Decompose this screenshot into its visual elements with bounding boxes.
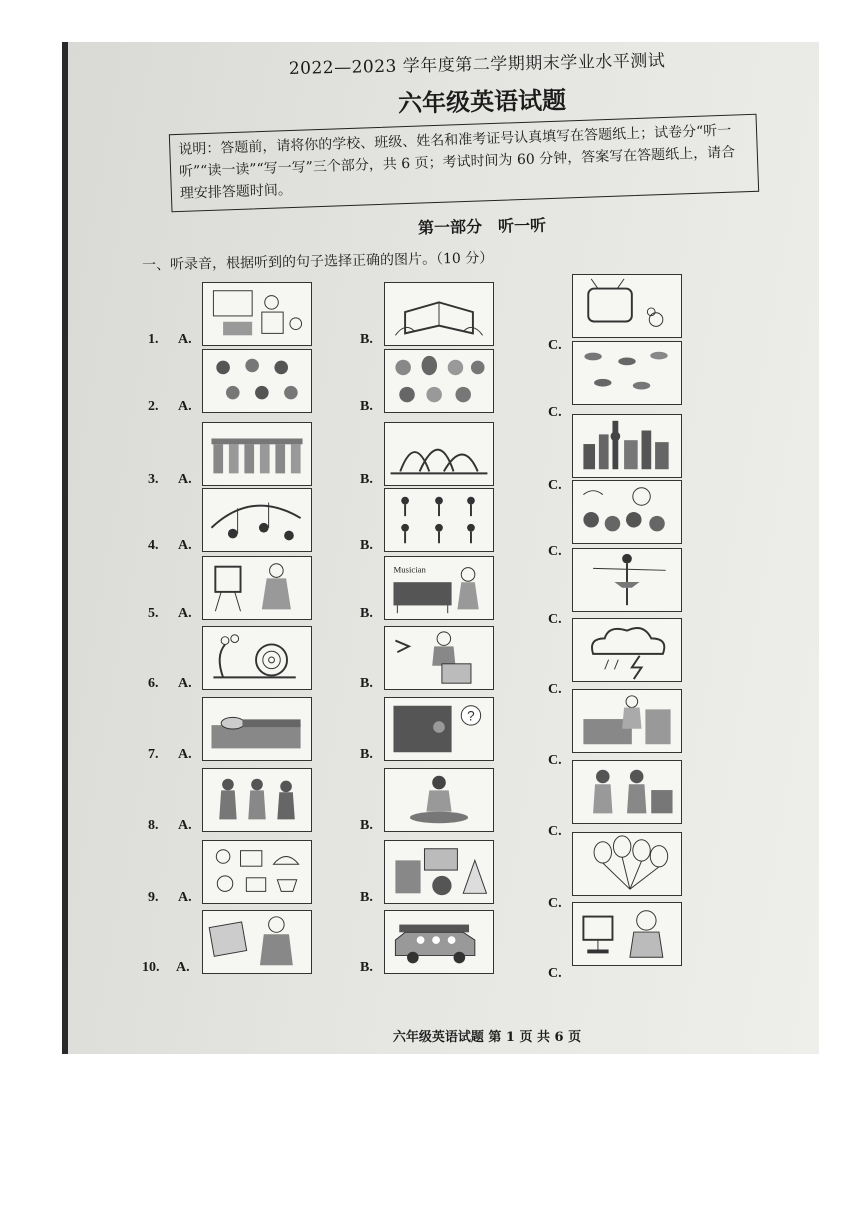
question-number: 7. <box>148 747 159 762</box>
instructions-text: 说明：答题前，请将你的学校、班级、姓名和准考证号认真填写在答题纸上；试卷分“听一听”“读一读”“写一写”三个部分，共 6 页；考试时间为 60 分钟，答案写在答题纸上，请合理安排答题时间。 <box>178 122 736 202</box>
option-letter-c: C. <box>548 824 562 839</box>
snail-picture[interactable] <box>202 626 312 690</box>
man-lifting-box-picture[interactable] <box>384 626 494 690</box>
option-letter-c: C. <box>548 966 562 981</box>
woman-baking-picture[interactable] <box>384 768 494 832</box>
option-letter-a: A. <box>178 818 192 833</box>
wondering-person-picture[interactable] <box>384 697 494 761</box>
subject-title: 六年级英语试题 <box>397 85 567 118</box>
option-letter-a: A. <box>178 606 192 621</box>
option-letter-c: C. <box>548 338 562 353</box>
balloons-picture[interactable] <box>572 832 682 896</box>
option-letter-c: C. <box>548 478 562 493</box>
stonehenge-picture[interactable] <box>202 422 312 486</box>
option-letter-c: C. <box>548 753 562 768</box>
option-letter-b: B. <box>360 472 373 487</box>
instructions-box <box>169 114 759 212</box>
television-and-cat-picture[interactable] <box>572 274 682 338</box>
option-letter-a: A. <box>178 890 192 905</box>
cooking-at-stove-picture[interactable] <box>572 689 682 753</box>
option-letter-c: C. <box>548 544 562 559</box>
exam-title: 2022—2023 学年度第二学期期末学业水平测试 <box>288 51 666 79</box>
food-and-snacks-picture[interactable] <box>384 840 494 904</box>
option-letter-c: C. <box>548 682 562 697</box>
hikers-group-picture[interactable] <box>202 768 312 832</box>
garden-flowers-picture[interactable] <box>572 480 682 544</box>
option-letter-b: B. <box>360 332 373 347</box>
question-number: 10. <box>142 960 160 975</box>
option-letter-b: B. <box>360 960 373 975</box>
music-notes-picture[interactable] <box>202 488 312 552</box>
option-letter-a: A. <box>178 747 192 762</box>
option-letter-a: A. <box>178 676 192 691</box>
question-number: 2. <box>148 399 159 414</box>
option-letter-b: B. <box>360 747 373 762</box>
sports-figures-picture[interactable] <box>384 488 494 552</box>
option-letter-a: A. <box>178 332 192 347</box>
kids-at-market-picture[interactable] <box>572 760 682 824</box>
option-letter-c: C. <box>548 405 562 420</box>
city-skyline-picture[interactable] <box>572 414 682 478</box>
fish-group-picture[interactable] <box>572 341 682 405</box>
storm-cloud-picture[interactable] <box>572 618 682 682</box>
option-letter-b: B. <box>360 890 373 905</box>
section-title: 第一部分 听一听 <box>417 215 547 238</box>
question-number: 6. <box>148 676 159 691</box>
option-letter-b: B. <box>360 399 373 414</box>
painter-at-easel-picture[interactable] <box>202 556 312 620</box>
svg-text:?: ? <box>467 708 475 724</box>
option-letter-a: A. <box>178 538 192 553</box>
family-car-trip-picture[interactable] <box>384 910 494 974</box>
sleeping-in-bed-picture[interactable] <box>202 697 312 761</box>
man-reading-newspaper-picture[interactable] <box>202 910 312 974</box>
boy-at-computer-picture[interactable] <box>572 902 682 966</box>
option-letter-a: A. <box>176 960 190 975</box>
fruits-group-picture[interactable] <box>384 349 494 413</box>
option-letter-a: A. <box>178 399 192 414</box>
option-letter-b: B. <box>360 606 373 621</box>
option-letter-b: B. <box>360 818 373 833</box>
question-number: 4. <box>148 538 159 553</box>
animals-group-picture[interactable] <box>202 349 312 413</box>
reading-book-picture[interactable] <box>384 282 494 346</box>
option-letter-c: C. <box>548 896 562 911</box>
page-footer: 六年级英语试题 第 1 页 共 6 页 <box>392 1030 582 1045</box>
question-number: 8. <box>148 818 159 833</box>
option-letter-b: B. <box>360 676 373 691</box>
sydney-opera-house-picture[interactable] <box>384 422 494 486</box>
toys-group-picture[interactable] <box>202 840 312 904</box>
ballet-dancer-picture[interactable] <box>572 548 682 612</box>
photo-dark-edge <box>62 42 68 1054</box>
question-number: 1. <box>148 332 159 347</box>
option-letter-b: B. <box>360 538 373 553</box>
question-number: 3. <box>148 472 159 487</box>
question-instruction: 一、听录音，根据听到的句子选择正确的图片。（10 分） <box>141 250 494 274</box>
svg-text:Musician: Musician <box>393 564 426 575</box>
option-letter-a: A. <box>178 472 192 487</box>
question-number: 5. <box>148 606 159 621</box>
exam-photo <box>62 42 819 1054</box>
question-number: 9. <box>148 890 159 905</box>
musician-piano-picture[interactable] <box>384 556 494 620</box>
classroom-scene-picture[interactable] <box>202 282 312 346</box>
option-letter-c: C. <box>548 612 562 627</box>
